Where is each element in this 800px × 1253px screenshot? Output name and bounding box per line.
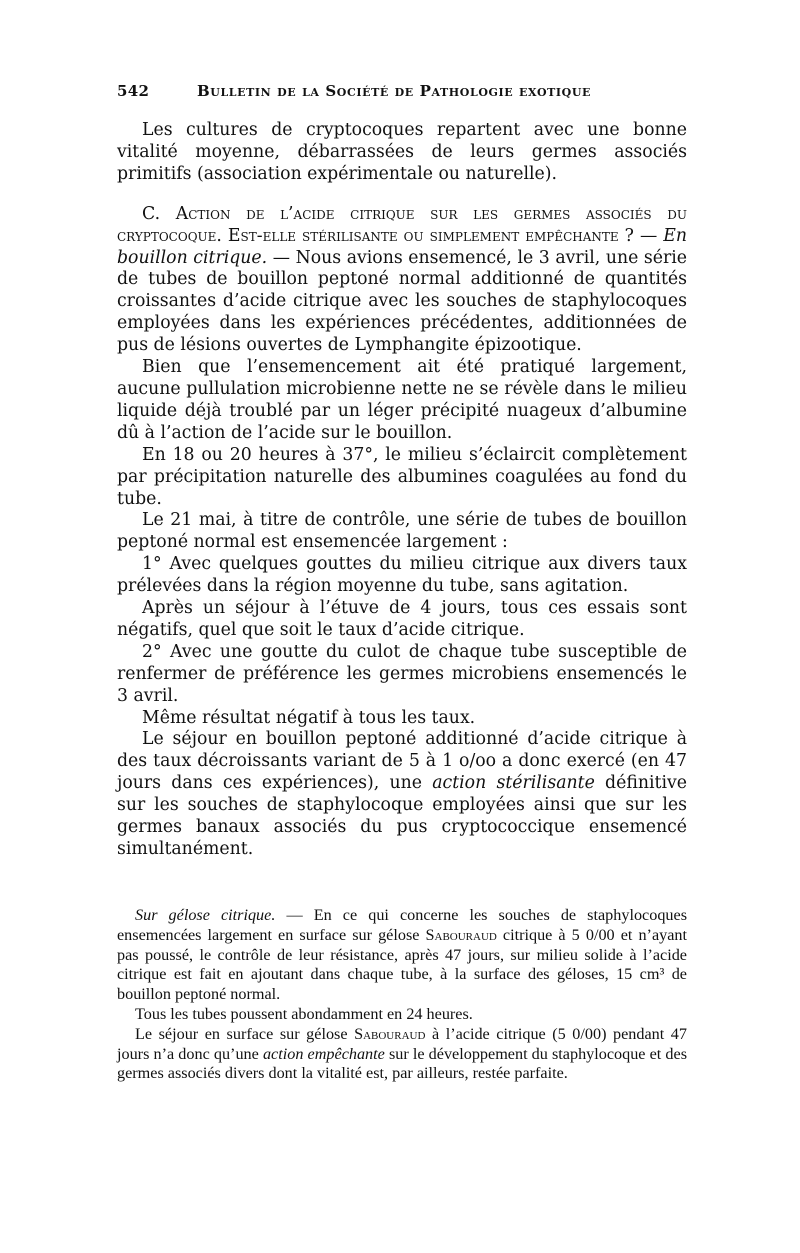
paragraph-cultures: Les cultures de cryptocoques repartent avec une bonne vitalité moyenne, débarrassées de leurs germes associés primitifs (association expérimentale ou naturelle).	[117, 120, 687, 184]
note-sejour-surface	[117, 1025, 687, 1084]
main-text	[117, 120, 687, 861]
paragraph-resultat: Même résultat négatif à tous les taux.	[142, 707, 476, 728]
paragraph-ensemencement: Bien que l’ensemencement ait été pratiqué largement, aucune pullulation microbienne nette ne se révèle dans le milieu liquide déjà troublé par un léger précipité nuageux d’albumine dû à l’action de l’acide sur le bouillon.	[117, 357, 687, 443]
note-lead: Sur gélose citrique.	[135, 906, 276, 924]
note3-text-c: sur le développement du staphylocoque et des germes associés divers dont la vitalité est, par ailleurs, restée parfaite.	[117, 1044, 687, 1083]
note-sabouraud: Sabouraud	[425, 925, 497, 944]
section-c-subheading: En bouillon citrique.	[117, 225, 687, 268]
small-print-notes	[117, 906, 687, 1084]
note-text-b: citrique à 5 0/00 et n’ayant pas poussé, le contrôle de leur résistance, après 47 jours, sur milieu solide à l’acide citrique est fait en ajoutant dans chaque tube, à la surface des géloses, 15 cm³ de bouillon peptoné normal.	[117, 925, 687, 1004]
section-c-heading: C. Action de l’acide citrique sur les germes associés du cryptocoque. Est-elle stérilisante ou simplement empêchante ?	[117, 203, 687, 246]
section-spacer	[117, 186, 687, 204]
running-head	[117, 82, 687, 100]
note-tubes-poussent: Tous les tubes poussent abondamment en 24 heures.	[135, 1004, 473, 1023]
page-number: 542	[117, 82, 150, 100]
note3-text-a: Le séjour en surface sur gélose	[135, 1024, 355, 1043]
note-text-a: — En ce qui concerne les souches de staphylocoques ensemencées largement en surface sur gélose	[117, 906, 687, 944]
journal-title: Bulletin de la Société de Pathologie exotique	[197, 82, 592, 100]
note3-sabouraud: Sabouraud	[354, 1024, 426, 1043]
conclusion-text-a: Le séjour en bouillon peptoné additionné d’acide citrique à des taux décroissants variant de 5 à 1 o/oo a donc exercé (en 47 jours dans ces expériences), une	[117, 729, 687, 794]
section-c-paragraph	[117, 204, 687, 357]
paragraph-conclusion	[117, 729, 687, 860]
paragraph-sejour-etuve: Après un séjour à l’étuve de 4 jours, tous ces essais sont négatifs, quel que soit le taux d’acide citrique.	[117, 598, 687, 640]
conclusion-text-b: définitive sur les souches de staphylocoque employées ainsi que sur les germes banaux associés du pus cryptococcique ensemencé simultanément.	[117, 773, 687, 859]
note3-emphasis: action empêchante	[262, 1044, 385, 1063]
paragraph-controle: Le 21 mai, à titre de contrôle, une série de tubes de bouillon peptoné normal est ensemencée largement :	[117, 510, 687, 553]
note-gelose-citrique	[117, 906, 687, 1005]
conclusion-emphasis: action stérilisante	[432, 773, 595, 794]
paragraph-item-1: 1° Avec quelques gouttes du milieu citrique aux divers taux prélevées dans la région moyenne du tube, sans agitation.	[117, 554, 687, 597]
section-c-dash: —	[633, 225, 664, 246]
note3-text-b: à l’acide citrique (5 0/00) pendant 47 jours n’a donc qu’une	[117, 1024, 687, 1063]
paragraph-eclaircissement: En 18 ou 20 heures à 37°, le milieu s’éclaircit complètement par précipitation naturelle des albumines coagulées au fond du tube.	[117, 444, 687, 509]
section-c-text: — Nous avions ensemencé, le 3 avril, une série de tubes de bouillon peptoné normal additionné de quantités croissantes d’acide citrique avec les souches de staphylocoques employées dans les expériences précédentes, additionnées de pus de lésions ouvertes de Lymphangite épizootique.	[117, 247, 687, 356]
paragraph-item-2: 2° Avec une goutte du culot de chaque tube susceptible de renfermer de préférence les germes microbiens ensemencés le 3 avril.	[117, 641, 687, 706]
